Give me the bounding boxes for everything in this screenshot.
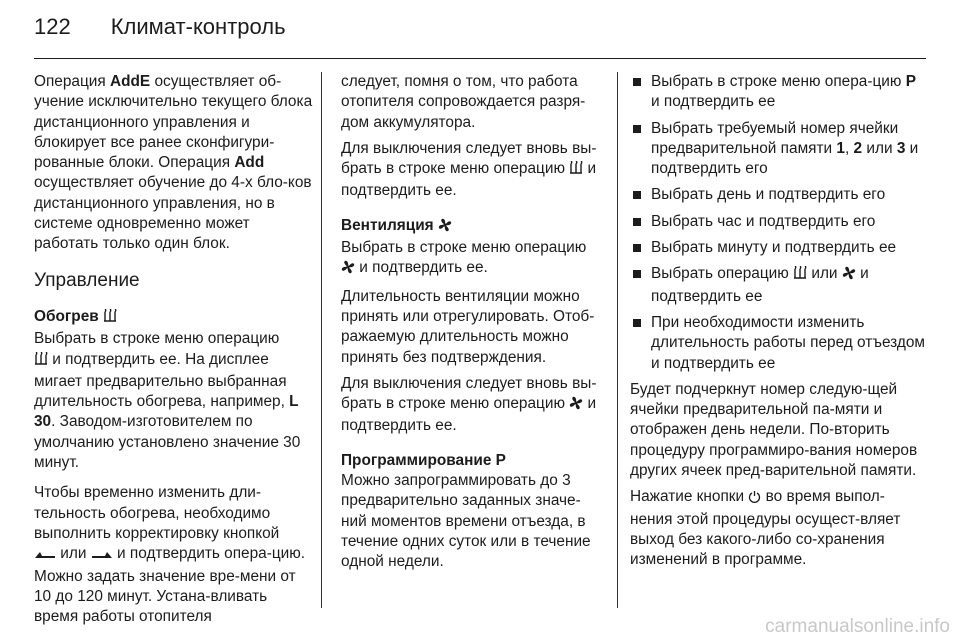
arrow-right-icon [91,546,113,566]
paragraph-programming: Можно запрограммировать до 3 предварительно заданных значе-ний моментов времени отъезда, в течение одних суток или в течение одной недели. [341,472,591,571]
list-item: Выбрать час и подтвердить его [630,212,926,232]
paragraph-heating-off: Для выключения следует вновь вы-брать в строке меню операцию и подтвердить ее. [341,139,597,200]
fan-icon [438,218,452,238]
bullet-icon [633,270,641,278]
bullet-icon [633,125,641,133]
column-1 [34,72,314,637]
power-icon [748,489,761,509]
fan-icon [341,260,355,280]
arrow-left-icon [34,546,56,566]
heating-icon [793,266,807,286]
section-heading-control: Управление [34,269,140,291]
paragraph-vent-duration: Длительность вентиляции можно принять или отрегулировать. Отоб-ражаемую длительность можно принять без подтверждения. [341,287,595,366]
heating-icon [34,352,48,372]
subheading-heating: Обогрев [34,307,314,329]
heating-icon [569,161,583,181]
column-divider [617,72,618,608]
column-3 [630,72,926,581]
bullet-icon [633,218,641,226]
paragraph-vent-off: Для выключения следует вновь вы-брать в строке меню операцию и подтвердить ее. [341,374,597,435]
heating-icon [103,309,117,329]
subheading-ventilation: Вентиляция [341,216,605,238]
list-item: Выбрать минуту и подтвердить ее [630,238,926,258]
bullet-icon [633,191,641,199]
list-item: Выбрать день и подтвердить его [630,185,926,205]
bullet-icon [633,319,641,327]
column-2 [341,72,605,583]
subheading-programming: Программирование P [341,451,506,469]
paragraph-heating-adjust: Чтобы временно изменить дли-тельность обогрева, необходимо выполнить корректировку кнопкой или и подтвердить опера-цию. Можно задать значение вре-мени от 10 до 120 минут. Устана-вливать время работы отопителя [34,484,306,626]
paragraph-battery: следует, помня о том, что работа отопителя сопровождается разря-дом аккумулятора. [341,73,586,131]
paragraph-heating-select: Выбрать в строке меню операцию и подтвердить ее. На дисплее мигает предварительно выбранная длительность обогрева, например, L 30. Заводом-изготовителем по умолчанию установлено значение 30 минут. [34,330,301,472]
header-rule [34,58,926,59]
page-header [34,14,286,54]
list-item: Выбрать требуемый номер ячейки предварительной памяти 1, 2 или 3 и подтвердить его [630,119,926,180]
chapter-title: Климат-контроль [110,14,286,39]
bullet-icon [633,244,641,252]
bullet-icon [633,78,641,86]
paragraph-vent-select: Выбрать в строке меню операцию и подтвердить ее. [341,238,605,281]
list-item: Выбрать в строке меню опера-цию P и подтвердить ее [630,72,926,113]
list-item: Выбрать операцию или и подтвердить ее [630,264,926,307]
paragraph-next-slot: Будет подчеркнут номер следую-щей ячейки предварительной па-мяти и отображен день недели. По-вторить процедуру программиро-вания номеров других ячеек пред-варительной памяти. [630,380,918,480]
page-number: 122 [34,14,71,39]
paragraph-cancel: Нажатие кнопки во время выпол-нения этой процедуры осущест-вляет выход без какого-либо со-хранения изменений в программе. [630,488,901,569]
fan-icon [569,396,583,416]
list-item: При необходимости изменить длительность работы перед отъездом и подтвердить ее [630,313,926,374]
column-divider [321,72,322,608]
paragraph-adde: Операция AddE осуществляет об-учение исключительно текущего блока дистанционного управления и блокирует все ранее сконфигури-рованные блоки. Операция Add осуществляет обучение до 4-х бло-ков дистанционного управления, но в системе одновременно может работать только один блок. [34,73,313,253]
fan-icon [842,266,856,286]
watermark: carmanualsonline.info [765,616,950,637]
